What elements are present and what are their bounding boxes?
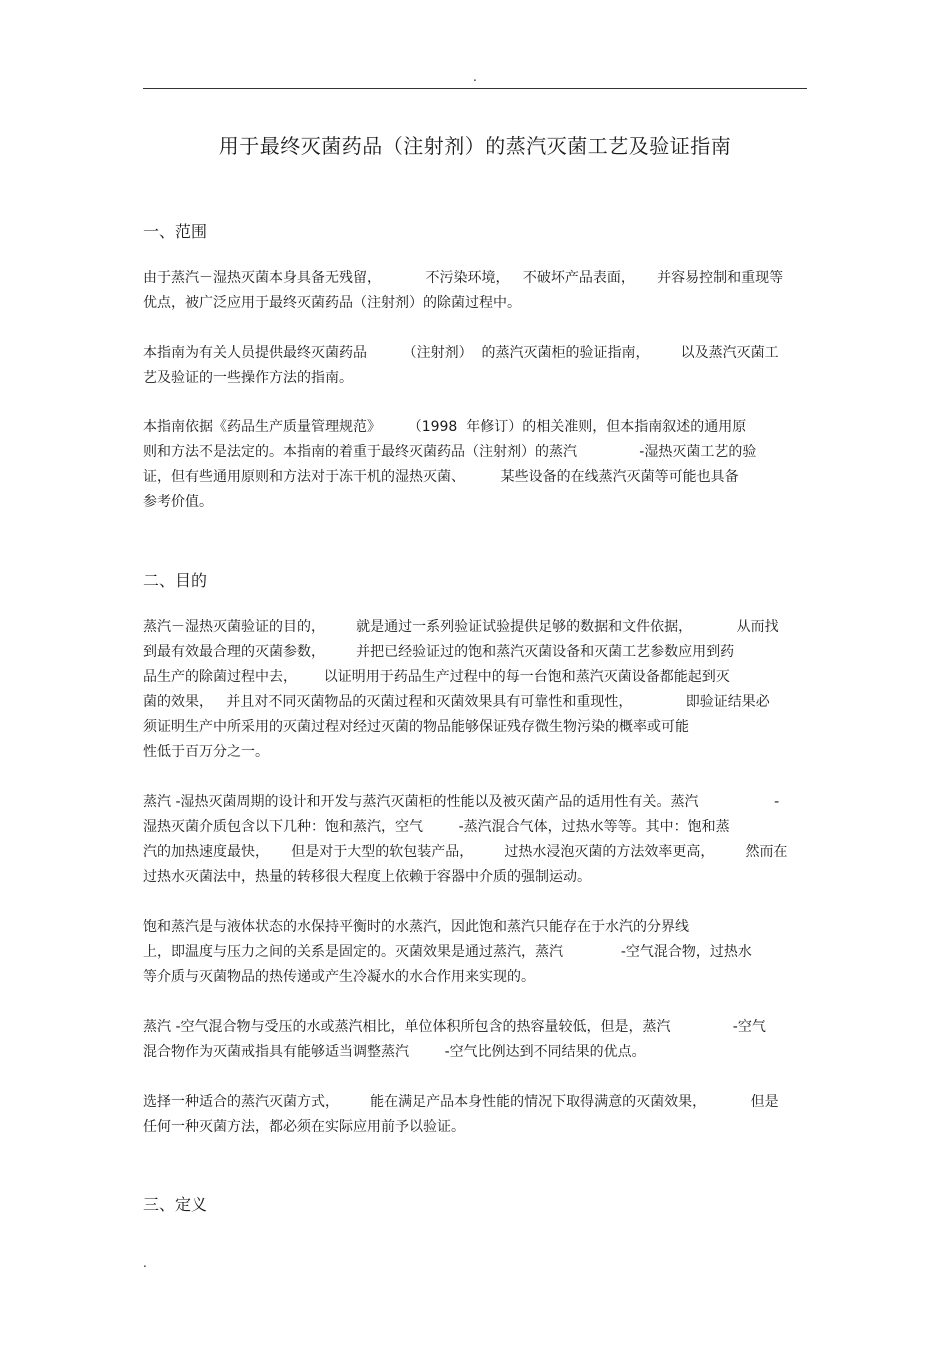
paragraph-line: 艺及验证的一些操作方法的指南。 xyxy=(143,370,353,386)
paragraph-line: 饱和蒸汽是与液体状态的水保持平衡时的水蒸汽，因此饱和蒸汽只能存在于水汽的分界线 xyxy=(143,919,689,935)
paragraph-line: 本指南为有关人员提供最终灭菌药品 （注射剂） 的蒸汽灭菌柜的验证指南， 以及蒸汽灭菌工 xyxy=(143,345,779,361)
section-heading-purpose: 二、目的 xyxy=(143,571,208,590)
paragraph-line: 上，即温度与压力之间的关系是固定的。灭菌效果是通过蒸汽，蒸汽 -空气混合物，过热水 xyxy=(143,944,752,960)
paragraph-line: 则和方法不是法定的。本指南的着重于最终灭菌药品（注射剂）的蒸汽 -湿热灭菌工艺的验 xyxy=(143,444,757,460)
paragraph-line: 蒸汽 -空气混合物与受压的水或蒸汽相比，单位体积所包含的热容量较低，但是，蒸汽 -空气 xyxy=(143,1019,766,1035)
paragraph-line: 任何一种灭菌方法，都必须在实际应用前予以验证。 xyxy=(143,1119,465,1135)
paragraph-line: 混合物作为灭菌戒指具有能够适当调整蒸汽 -空气比例达到不同结果的优点。 xyxy=(143,1044,646,1060)
paragraph-line: 等介质与灭菌物品的热传递或产生冷凝水的水合作用来实现的。 xyxy=(143,969,535,985)
paragraph-line: 到最有效最合理的灭菌参数， 并把已经验证过的饱和蒸汽灭菌设备和灭菌工艺参数应用到药 xyxy=(143,644,735,660)
paragraph-line: 优点，被广泛应用于最终灭菌药品（注射剂）的除菌过程中。 xyxy=(143,295,521,311)
paragraph-line: 湿热灭菌介质包含以下几种：饱和蒸汽，空气 -蒸汽混合气体，过热水等等。其中：饱和蒸 xyxy=(143,819,730,835)
paragraph-line: 性低于百万分之一。 xyxy=(143,744,269,760)
paragraph-line: 菌的效果， 并且对不同灭菌物品的灭菌过程和灭菌效果具有可靠性和重现性， 即验证结果必 xyxy=(143,694,770,710)
paragraph-line: 本指南依据《药品生产质量管理规范》 （1998 年修订）的相关准则，但本指南叙述的通用原 xyxy=(143,419,747,435)
paragraph-line: 过热水灭菌法中，热量的转移很大程度上依赖于容器中介质的强制运动。 xyxy=(143,869,591,885)
paragraph-line: 由于蒸汽－湿热灭菌本身具备无残留， 不污染环境， 不破坏产品表面， 并容易控制和重现等 xyxy=(143,270,784,286)
header-dot: . xyxy=(473,70,477,84)
paragraph-line: 蒸汽 -湿热灭菌周期的设计和开发与蒸汽灭菌柜的性能以及被灭菌产品的适用性有关。蒸汽 - xyxy=(143,794,780,810)
paragraph-line: 品生产的除菌过程中去， 以证明用于药品生产过程中的每一台饱和蒸汽灭菌设备都能起到灭 xyxy=(143,669,730,685)
paragraph-line: 须证明生产中所采用的灭菌过程对经过灭菌的物品能够保证残存微生物污染的概率或可能 xyxy=(143,719,689,735)
paragraph-line: 蒸汽－湿热灭菌验证的目的， 就是通过一系列验证试验提供足够的数据和文件依据， 从而找 xyxy=(143,619,779,635)
section-heading-scope: 一、范围 xyxy=(143,222,208,241)
paragraph-line: 选择一种适合的蒸汽灭菌方式， 能在满足产品本身性能的情况下取得满意的灭菌效果， 但是 xyxy=(143,1094,779,1110)
document-title: 用于最终灭菌药品（注射剂）的蒸汽灭菌工艺及验证指南 xyxy=(218,134,732,158)
section-heading-definitions: 三、定义 xyxy=(143,1195,208,1214)
header-rule xyxy=(143,88,807,89)
paragraph-line: 证，但有些通用原则和方法对于冻干机的湿热灭菌、 某些设备的在线蒸汽灭菌等可能也具备 xyxy=(143,469,739,485)
paragraph-line: 参考价值。 xyxy=(143,494,213,510)
paragraph-line: 汽的加热速度最快， 但是对于大型的软包装产品， 过热水浸泡灭菌的方法效率更高， 然而在 xyxy=(143,844,788,860)
footer-dot: . xyxy=(143,1256,147,1270)
